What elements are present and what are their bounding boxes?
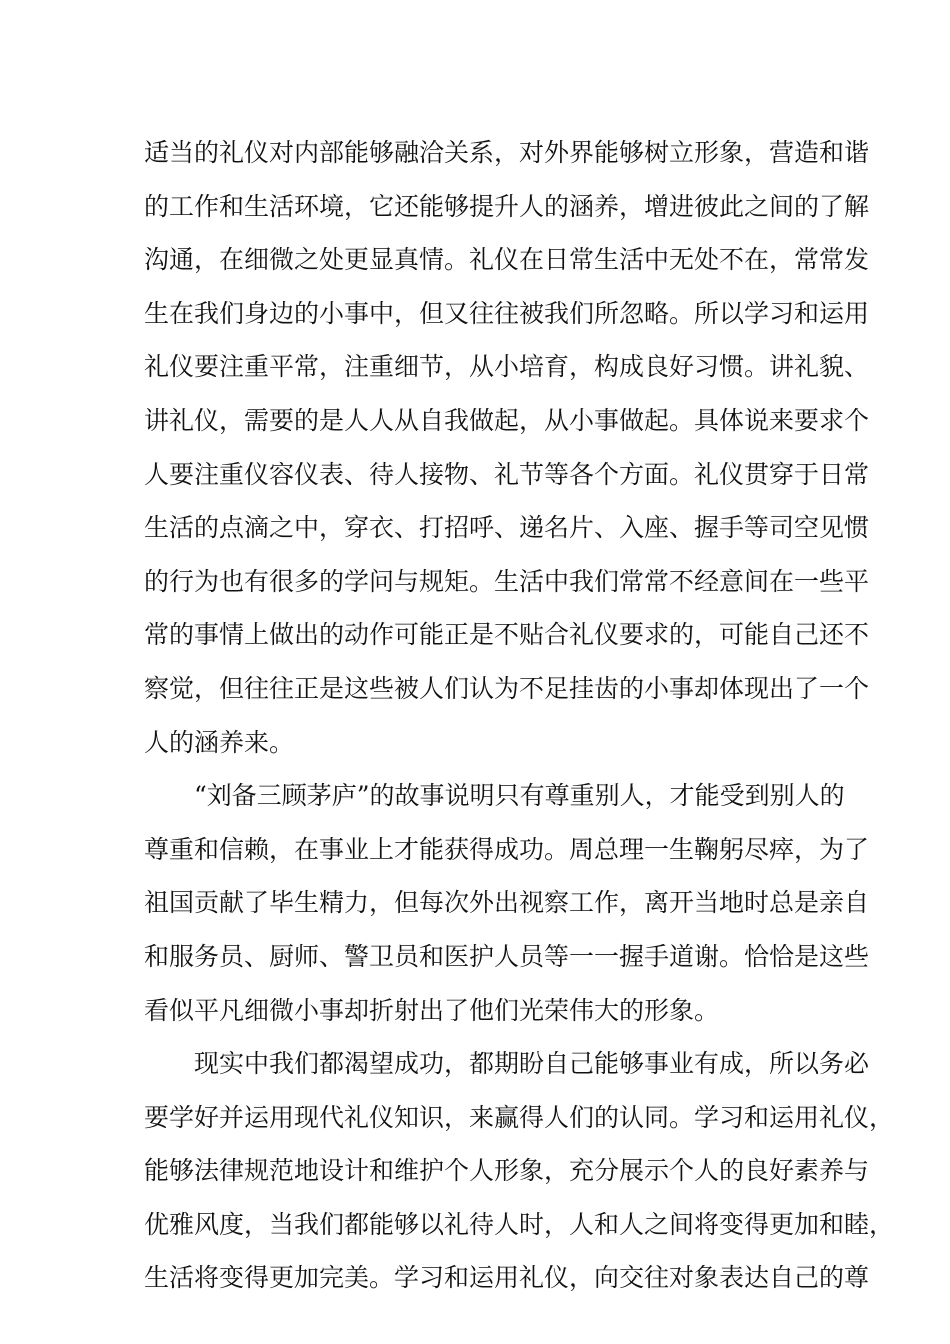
paragraph-1-line: 讲礼仪，需要的是人人从自我做起，从小事做起。具体说来要求个 <box>144 405 870 435</box>
paragraph-1-line: 适当的礼仪对内部能够融洽关系，对外界能够树立形象，营造和谐 <box>144 138 870 167</box>
paragraph-1-last-line: 人的涵养来。 <box>144 727 295 757</box>
document-body <box>144 126 895 1305</box>
paragraph-1-line: 礼仪要注重平常，注重细节，从小培育，构成良好习惯。讲礼貌、 <box>144 352 870 382</box>
paragraph-3-line: 生活将变得更加完美。学习和运用礼仪，向交往对象表达自己的尊 <box>144 1263 870 1293</box>
paragraph-2-line: 祖国贡献了毕生精力，但每次外出视察工作，离开当地时总是亲自 <box>144 888 870 918</box>
paragraph-2-line: “刘备三顾茅庐”的故事说明只有尊重别人，才能受到别人的 <box>144 781 845 811</box>
paragraph-1-line: 沟通，在细微之处更显真情。礼仪在日常生活中无处不在，常常发 <box>144 245 870 275</box>
paragraph-3-line: 优雅风度，当我们都能够以礼待人时，人和人之间将变得更加和睦， <box>144 1209 895 1239</box>
paragraph-3-line: 能够法律规范地设计和维护个人形象，充分展示个人的良好素养与 <box>144 1156 870 1186</box>
paragraph-1-line: 察觉，但往往正是这些被人们认为不足挂齿的小事却体现出了一个 <box>144 673 870 703</box>
paragraph-3-line: 要学好并运用现代礼仪知识，来赢得人们的认同。学习和运用礼仪， <box>144 1102 895 1132</box>
paragraph-1-line: 常的事情上做出的动作可能正是不贴合礼仪要求的，可能自己还不 <box>144 620 870 650</box>
paragraph-2-last-line: 看似平凡细微小事却折射出了他们光荣伟大的形象。 <box>144 995 720 1025</box>
paragraph-1-line: 的工作和生活环境，它还能够提升人的涵养，增进彼此之间的了解 <box>144 191 870 221</box>
paragraph-1-line: 的行为也有很多的学问与规矩。生活中我们常常不经意间在一些平 <box>144 566 870 596</box>
paragraph-1-line: 生活的点滴之中，穿衣、打招呼、递名片、入座、握手等司空见惯 <box>144 513 870 543</box>
paragraph-1-line: 生在我们身边的小事中，但又往往被我们所忽略。所以学习和运用 <box>144 298 870 328</box>
paragraph-2-line: 尊重和信赖，在事业上才能获得成功。周总理一生鞠躬尽瘁，为了 <box>144 834 870 864</box>
paragraph-1-line: 人要注重仪容仪表、待人接物、礼节等各个方面。礼仪贯穿于日常 <box>144 459 870 489</box>
paragraph-2-line: 和服务员、厨师、警卫员和医护人员等一一握手道谢。恰恰是这些 <box>144 941 870 971</box>
paragraph-3-line: 现实中我们都渴望成功，都期盼自己能够事业有成，所以务必 <box>144 1049 870 1079</box>
